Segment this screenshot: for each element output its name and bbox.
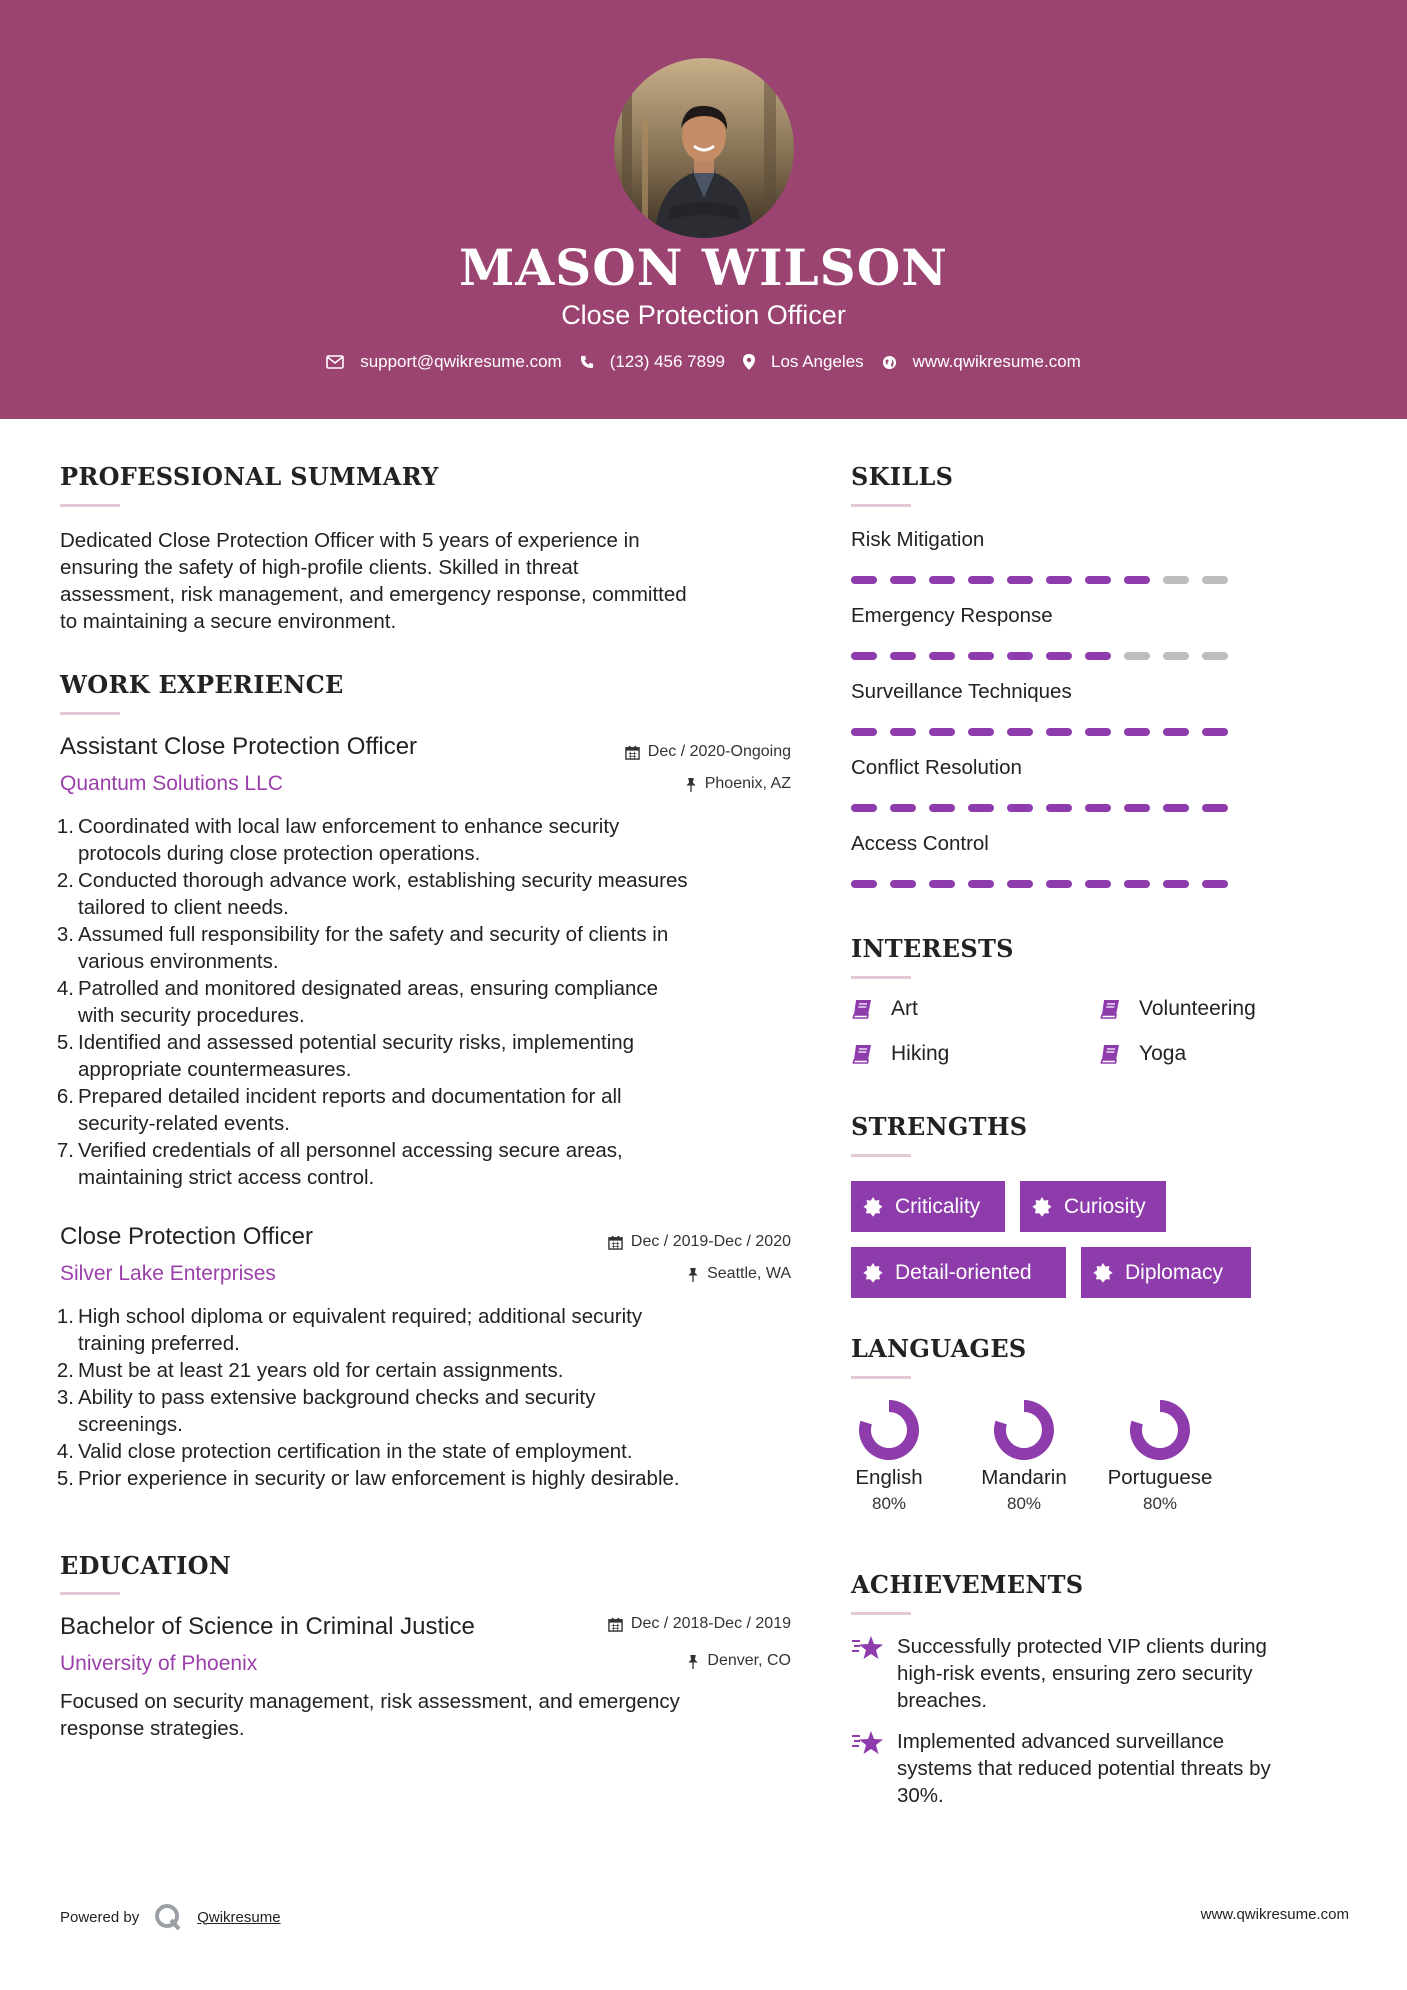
skill-dot-filled bbox=[1007, 576, 1033, 584]
skill-dot-filled bbox=[1163, 880, 1189, 888]
strength-label: Diplomacy bbox=[1125, 1260, 1224, 1284]
skill-dot-filled bbox=[1085, 804, 1111, 812]
skill-dot-empty bbox=[1163, 652, 1189, 660]
book-icon bbox=[851, 999, 873, 1019]
list-item: 5. Prior experience in security or law enforcement is highly desirable. bbox=[56, 1467, 680, 1490]
list-item: 3. Assumed full responsibility for the safety and security of clients in various environments. bbox=[56, 923, 669, 973]
language-level-ring bbox=[994, 1400, 1054, 1460]
achievements-heading: ACHIEVEMENTS bbox=[851, 1570, 1084, 1599]
list-item: 4. Valid close protection certification in the state of employment. bbox=[56, 1440, 633, 1463]
skill-name: Conflict Resolution bbox=[851, 756, 1022, 779]
education-location bbox=[687, 1652, 791, 1670]
skill-dot-filled bbox=[968, 576, 994, 584]
skill-dot-filled bbox=[890, 880, 916, 888]
skill-dot-filled bbox=[929, 804, 955, 812]
brand-link[interactable]: Qwikresume bbox=[197, 1908, 281, 1926]
contact-location-text: Los Angeles bbox=[771, 352, 864, 371]
skill-dot-filled bbox=[851, 880, 877, 888]
footer-url[interactable]: www.qwikresume.com bbox=[1200, 1906, 1349, 1923]
list-item: 1. Coordinated with local law enforcement to enhance security protocols during close protection operations. bbox=[56, 815, 620, 865]
job-location-text: Phoenix, AZ bbox=[704, 775, 791, 792]
skill-dot-filled bbox=[1085, 576, 1111, 584]
skill-dot-filled bbox=[1202, 880, 1228, 888]
strength-badge bbox=[1081, 1247, 1251, 1298]
experience-heading-rule bbox=[60, 712, 120, 715]
education-dates-text: Dec / 2018-Dec / 2019 bbox=[630, 1615, 791, 1632]
contact-phone[interactable] bbox=[580, 352, 725, 372]
job-dates-text: Dec / 2020-Ongoing bbox=[647, 743, 791, 760]
list-item: 1. High school diploma or equivalent required; additional security training preferred. bbox=[56, 1305, 643, 1355]
map-marker-icon bbox=[743, 354, 755, 370]
strengths-heading: STRENGTHS bbox=[851, 1112, 1028, 1141]
skill-dot-filled bbox=[1085, 652, 1111, 660]
skill-dot-filled bbox=[968, 652, 994, 660]
job-location bbox=[687, 1265, 791, 1283]
skill-dot-filled bbox=[929, 576, 955, 584]
language-level-ring bbox=[859, 1400, 919, 1460]
skill-dot-filled bbox=[1124, 804, 1150, 812]
skill-dot-filled bbox=[1007, 880, 1033, 888]
footer-powered-by bbox=[60, 1902, 281, 1932]
candidate-name: MASON WILSON bbox=[459, 238, 948, 297]
badge-star-icon bbox=[1093, 1263, 1113, 1283]
skill-dot-filled bbox=[968, 728, 994, 736]
badge-star-icon bbox=[863, 1263, 883, 1283]
company-name: Silver Lake Enterprises bbox=[60, 1262, 276, 1285]
summary-line: ensuring the safety of high-profile clients. Skilled in threat bbox=[60, 556, 579, 579]
interest-item bbox=[851, 997, 918, 1021]
phone-icon bbox=[580, 355, 594, 369]
languages-heading: LANGUAGES bbox=[851, 1334, 1027, 1363]
skill-dot-filled bbox=[929, 652, 955, 660]
powered-by-label: Powered by bbox=[60, 1908, 140, 1926]
skill-dot-filled bbox=[1163, 728, 1189, 736]
degree-title: Bachelor of Science in Criminal Justice bbox=[60, 1613, 475, 1640]
skill-dot-filled bbox=[851, 652, 877, 660]
language-level-arc bbox=[1136, 1406, 1184, 1454]
list-item: 4. Patrolled and monitored designated areas, ensuring compliance with security procedures. bbox=[56, 977, 659, 1027]
strengths-heading-rule bbox=[851, 1154, 911, 1157]
strength-label: Curiosity bbox=[1064, 1194, 1146, 1218]
skill-dot-filled bbox=[890, 652, 916, 660]
contact-email-text: support@qwikresume.com bbox=[360, 352, 562, 371]
badge-star-icon bbox=[1032, 1197, 1052, 1217]
skill-level-bar bbox=[851, 576, 1228, 584]
skill-name: Risk Mitigation bbox=[851, 528, 985, 551]
achievement-line: Successfully protected VIP clients during bbox=[897, 1635, 1267, 1658]
job-duties-list bbox=[52, 1303, 792, 1492]
language-name: Portuguese bbox=[1107, 1466, 1213, 1489]
skill-name: Emergency Response bbox=[851, 604, 1053, 627]
interest-label: Volunteering bbox=[1139, 997, 1256, 1020]
strength-badge bbox=[1020, 1181, 1166, 1232]
interests-heading-rule bbox=[851, 976, 911, 979]
languages-heading-rule bbox=[851, 1376, 911, 1379]
achievement-line: breaches. bbox=[897, 1689, 988, 1712]
job-title: Assistant Close Protection Officer bbox=[60, 733, 418, 760]
skill-name: Access Control bbox=[851, 832, 989, 855]
skill-dot-filled bbox=[890, 728, 916, 736]
interest-item bbox=[1099, 1042, 1186, 1066]
achievements-heading-rule bbox=[851, 1612, 911, 1615]
summary-line: assessment, risk management, and emergency response, committed bbox=[60, 583, 687, 606]
calendar-icon bbox=[608, 1617, 623, 1632]
skill-dot-filled bbox=[851, 576, 877, 584]
skill-dot-filled bbox=[1007, 804, 1033, 812]
interest-item bbox=[851, 1042, 949, 1066]
job-dates bbox=[625, 743, 791, 761]
experience-heading: WORK EXPERIENCE bbox=[60, 670, 344, 699]
skills-heading: SKILLS bbox=[851, 462, 954, 491]
skill-dot-filled bbox=[1202, 804, 1228, 812]
language-name: English bbox=[855, 1466, 923, 1489]
achievement-line: high-risk events, ensuring zero security bbox=[897, 1662, 1253, 1685]
education-line: response strategies. bbox=[60, 1717, 245, 1740]
skill-dot-filled bbox=[1046, 576, 1072, 584]
company-name: Quantum Solutions LLC bbox=[60, 772, 283, 795]
skill-dot-filled bbox=[1124, 880, 1150, 888]
interests-heading: INTERESTS bbox=[851, 934, 1014, 963]
skill-dot-empty bbox=[1202, 576, 1228, 584]
calendar-icon bbox=[608, 1235, 623, 1250]
job-duties-list bbox=[52, 813, 792, 1191]
skill-dot-filled bbox=[890, 576, 916, 584]
pushpin-icon bbox=[687, 1267, 699, 1282]
skill-dot-empty bbox=[1163, 576, 1189, 584]
skill-dot-filled bbox=[1046, 880, 1072, 888]
education-location-text: Denver, CO bbox=[707, 1652, 791, 1669]
skill-dot-filled bbox=[1085, 728, 1111, 736]
education-line: Focused on security management, risk assessment, and emergency bbox=[60, 1690, 680, 1713]
skill-dot-filled bbox=[1202, 728, 1228, 736]
language-level-arc bbox=[1000, 1406, 1048, 1454]
strength-label: Criticality bbox=[895, 1194, 981, 1218]
strength-badge bbox=[851, 1247, 1066, 1298]
pushpin-icon bbox=[687, 1654, 699, 1669]
list-item: 7. Verified credentials of all personnel accessing secure areas, maintaining strict access control. bbox=[56, 1139, 623, 1189]
contact-website-text: www.qwikresume.com bbox=[912, 352, 1081, 371]
contact-phone-text: (123) 456 7899 bbox=[609, 352, 726, 371]
skill-dot-filled bbox=[929, 880, 955, 888]
skill-dot-filled bbox=[1124, 728, 1150, 736]
skill-dot-filled bbox=[890, 804, 916, 812]
envelope-icon bbox=[326, 355, 344, 369]
skill-dot-filled bbox=[1046, 728, 1072, 736]
star-icon bbox=[851, 1635, 885, 1661]
skill-dot-filled bbox=[1085, 880, 1111, 888]
contact-email[interactable] bbox=[326, 352, 562, 372]
language-item bbox=[829, 1400, 949, 1514]
skill-level-bar bbox=[851, 880, 1228, 888]
job-dates-text: Dec / 2019-Dec / 2020 bbox=[630, 1233, 791, 1250]
summary-text bbox=[60, 527, 820, 635]
skill-level-bar bbox=[851, 652, 1228, 660]
strength-badge bbox=[851, 1181, 1005, 1232]
language-item bbox=[1100, 1400, 1220, 1514]
skill-dot-filled bbox=[1007, 728, 1033, 736]
skill-dot-empty bbox=[1124, 652, 1150, 660]
skill-dot-filled bbox=[1046, 804, 1072, 812]
skill-dot-filled bbox=[1007, 652, 1033, 660]
education-dates bbox=[608, 1615, 791, 1633]
language-level-ring bbox=[1130, 1400, 1190, 1460]
language-name: Mandarin bbox=[981, 1466, 1067, 1489]
interest-label: Yoga bbox=[1139, 1042, 1187, 1065]
badge-star-icon bbox=[863, 1197, 883, 1217]
qwikresume-logo-icon bbox=[153, 1902, 183, 1932]
resume-header bbox=[0, 0, 1407, 419]
book-icon bbox=[1099, 1044, 1121, 1064]
job-dates bbox=[608, 1233, 791, 1251]
strength-label: Detail-oriented bbox=[895, 1260, 1032, 1284]
globe-icon bbox=[882, 355, 897, 370]
summary-line: Dedicated Close Protection Officer with 5 years of experience in bbox=[60, 529, 640, 552]
book-icon bbox=[1099, 999, 1121, 1019]
contact-location bbox=[743, 352, 864, 372]
skill-dot-filled bbox=[851, 728, 877, 736]
skill-dot-filled bbox=[929, 728, 955, 736]
skill-dot-filled bbox=[1046, 652, 1072, 660]
list-item: 2. Conducted thorough advance work, establishing security measures tailored to client needs. bbox=[56, 869, 688, 919]
contact-bar bbox=[0, 352, 1407, 372]
education-heading: EDUCATION bbox=[60, 1551, 232, 1580]
calendar-icon bbox=[625, 745, 640, 760]
interest-label: Art bbox=[891, 997, 918, 1020]
language-percent: 80% bbox=[1142, 1494, 1178, 1513]
star-icon bbox=[851, 1730, 885, 1756]
pushpin-icon bbox=[685, 777, 697, 792]
skill-dot-filled bbox=[1124, 576, 1150, 584]
skill-dot-filled bbox=[851, 804, 877, 812]
skill-level-bar bbox=[851, 804, 1228, 812]
achievement-line: Implemented advanced surveillance bbox=[897, 1730, 1225, 1753]
skill-dot-filled bbox=[968, 804, 994, 812]
achievement-line: 30%. bbox=[897, 1784, 944, 1807]
skill-dot-empty bbox=[1202, 652, 1228, 660]
achievement-item bbox=[851, 1633, 1351, 1714]
summary-line: to maintaining a secure environment. bbox=[60, 610, 397, 633]
job-location bbox=[685, 775, 791, 793]
interest-item bbox=[1099, 997, 1256, 1021]
skill-name: Surveillance Techniques bbox=[851, 680, 1072, 703]
school-name: University of Phoenix bbox=[60, 1652, 258, 1675]
candidate-title: Close Protection Officer bbox=[561, 300, 846, 330]
interest-label: Hiking bbox=[891, 1042, 950, 1065]
language-level-arc bbox=[865, 1406, 913, 1454]
language-item bbox=[964, 1400, 1084, 1514]
achievement-line: systems that reduced potential threats by bbox=[897, 1757, 1271, 1780]
skill-dot-filled bbox=[1163, 804, 1189, 812]
education-description bbox=[60, 1688, 820, 1742]
language-percent: 80% bbox=[1006, 1494, 1042, 1513]
job-location-text: Seattle, WA bbox=[707, 1265, 791, 1282]
list-item: 6. Prepared detailed incident reports and documentation for all security-related events. bbox=[56, 1085, 622, 1135]
skill-level-bar bbox=[851, 728, 1228, 736]
list-item: 5. Identified and assessed potential security risks, implementing appropriate countermeasures. bbox=[56, 1031, 635, 1081]
list-item: 2. Must be at least 21 years old for certain assignments. bbox=[56, 1359, 564, 1382]
list-item: 3. Ability to pass extensive background checks and security screenings. bbox=[56, 1386, 596, 1436]
achievement-item bbox=[851, 1728, 1351, 1809]
skills-heading-rule bbox=[851, 504, 911, 507]
job-title: Close Protection Officer bbox=[60, 1223, 313, 1250]
language-percent: 80% bbox=[871, 1494, 907, 1513]
profile-photo bbox=[614, 58, 794, 238]
contact-website[interactable] bbox=[882, 352, 1081, 372]
summary-heading: PROFESSIONAL SUMMARY bbox=[60, 462, 439, 491]
skill-dot-filled bbox=[968, 880, 994, 888]
summary-heading-rule bbox=[60, 504, 120, 507]
education-heading-rule bbox=[60, 1592, 120, 1595]
book-icon bbox=[851, 1044, 873, 1064]
